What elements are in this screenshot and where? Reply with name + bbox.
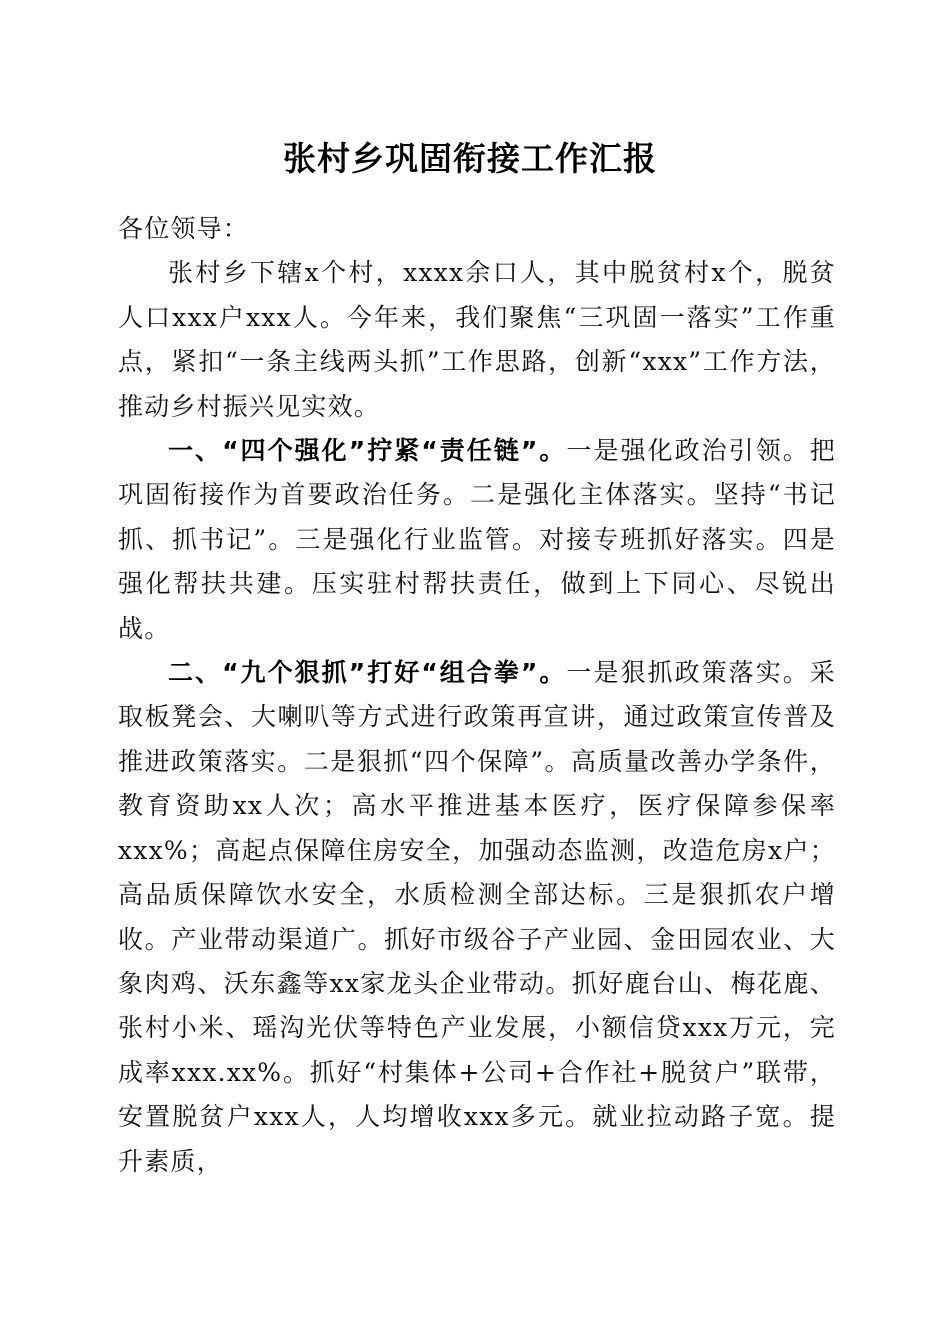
section-heading-2: 二、“九个狠抓”打好“组合拳”。 [168,658,567,688]
document-title: 张村乡巩固衔接工作汇报 [283,139,657,178]
section-paragraph-1 [118,429,836,651]
section-body-2: 一是狠抓政策落实。采取板凳会、大喇叭等方式进行政策再宣讲，通过政策宣传普及推进政策落实。二是狠抓“四个保障”。高质量改善办学条件，教育资助xx人次；高水平推进基本医疗，医疗保障参保率xxx%；高起点保障住房安全，加强动态监测，改造危房x户；高品质保障饮水安全，水质检测全部达标。三是狠抓农户增收。产业带动渠道广。抓好市级谷子产业园、金田园农业、大象肉鸡、沃东鑫等xx家龙头企业带动。抓好鹿台山、梅花鹿、张村小米、瑶沟光伏等特色产业发展，小额信贷xxx万元，完成率xxx.xx%。抓好“村集体+公司+合作社+脱贫户”联带，安置脱贫户xxx人，人均增收xxx多元。就业拉动路子宽。提升素质， [118,658,836,1176]
section-paragraph-2 [118,651,836,1184]
section-heading-1: 一、“四个强化”拧紧“责任链”。 [168,436,567,466]
section-body-1: 一是强化政治引领。把巩固衔接作为首要政治任务。二是强化主体落实。坚持“书记抓、抓书记”。三是强化行业监管。对接专班抓好落实。四是强化帮扶共建。压实驻村帮扶责任，做到上下同心、尽锐出战。 [118,436,836,643]
document-body [118,207,836,1184]
salutation: 各位领导： [118,214,250,243]
intro-paragraph: 张村乡下辖x个村，xxxx余口人，其中脱贫村x个，脱贫人口xxx户xxx人。今年来，我们聚焦“三巩固一落实”工作重点，紧扣“一条主线两头抓”工作思路，创新“xxx”工作方法，推动乡村振兴见实效。 [118,258,836,421]
